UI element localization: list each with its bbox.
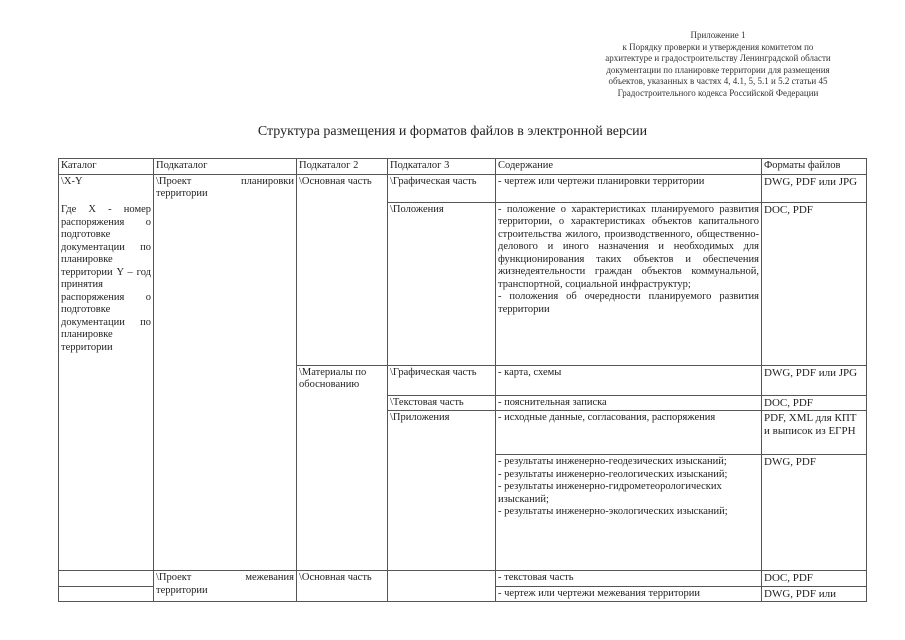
header-subcatalog-3: Подкаталог 3	[388, 159, 496, 175]
structure-table	[58, 158, 867, 602]
header-content: Содержание	[496, 159, 762, 175]
graphic-content-cell: - чертеж или чертежи планировки территории	[496, 174, 762, 202]
appendices-cell: \Приложения	[388, 411, 496, 571]
survey-main-part-cell: \Основная часть	[297, 571, 388, 602]
catalog-cell-continued	[59, 571, 154, 587]
annex-line: Градостроительного кодекса Российской Федерации	[617, 87, 819, 98]
project-planning-cell: \Проект планировки территории	[154, 174, 297, 571]
survey-drawing-content-cell: - чертеж или чертежи межевания территории	[496, 586, 762, 602]
provisions-item: - положение о характеристиках планируемого развития территории, о характеристиках объектов капитального строительства жилого, производственного, общественно-делового и иного назначения и необходимых для функционирования таких объектов и обеспечения жизнедеятельности граждан объектов коммунальной, транспортной, социальной инфраструктур;	[498, 203, 759, 290]
survey-item: - результаты инженерно-экологических изысканий;	[498, 506, 728, 517]
graphic-part-cell: \Графическая часть	[388, 174, 496, 202]
catalog-name: \X-Y	[61, 175, 83, 187]
mat-graphic-formats-cell: DWG, PDF или JPG	[762, 365, 867, 395]
provisions-item: - положения об очередности планируемого развития территории	[498, 291, 759, 315]
catalog-description: Где X - номер распоряжения о подготовке документации по планировке территории Y – год принятия распоряжения о подготовке документации по планировке территории	[61, 204, 151, 353]
annex-line: объектов, указанных в частях 4, 4.1, 5, 5.1 и 5.2 статьи 45	[608, 76, 828, 86]
table-row	[59, 571, 867, 587]
main-part-cell: \Основная часть	[297, 174, 388, 365]
text-formats-cell: DOC, PDF	[762, 395, 867, 411]
project-survey-cell: \Проект межевания территории	[154, 571, 297, 602]
graphic-formats-cell: DWG, PDF или JPG	[762, 174, 867, 202]
header-catalog: Каталог	[59, 159, 154, 175]
catalog-cell	[59, 174, 154, 571]
provisions-cell: \Положения	[388, 202, 496, 365]
surveys-formats-cell: DWG, PDF	[762, 455, 867, 571]
document-title: Структура размещения и форматов файлов в электронной версии	[257, 124, 648, 139]
survey-item: - результаты инженерно-гидрометеорологических изысканий;	[498, 481, 722, 505]
materials-cell: \Материалы по обоснованию	[297, 365, 388, 571]
text-part-cell: \Текстовая часть	[388, 395, 496, 411]
mat-graphic-content-cell: - карта, схемы	[496, 365, 762, 395]
provisions-formats-cell: DOC, PDF	[762, 202, 867, 365]
survey-subcatalog-3-cell	[388, 571, 496, 602]
provisions-content-cell	[496, 202, 762, 365]
table-header-row	[59, 159, 867, 175]
survey-item: - результаты инженерно-геодезических изысканий;	[498, 456, 727, 467]
annex-note	[568, 30, 868, 99]
catalog-cell-continued	[59, 586, 154, 602]
survey-text-formats-cell: DOC, PDF	[762, 571, 867, 587]
annex-line: Приложение 1	[690, 30, 746, 40]
header-formats: Форматы файлов	[762, 159, 867, 175]
annex-line: к Порядку проверки и утверждения комитетом по	[622, 41, 814, 52]
text-content-cell: - пояснительная записка	[496, 395, 762, 411]
annex-line: архитектуре и градостроительству Ленинградской области	[605, 53, 831, 63]
survey-text-content-cell: - текстовая часть	[496, 571, 762, 587]
appendices-content-cell: - исходные данные, согласования, распоряжения	[496, 411, 762, 455]
surveys-content-cell	[496, 455, 762, 571]
appendices-formats-cell: PDF, XML для КПТ и выписок из ЕГРН	[762, 411, 867, 455]
annex-line: документации по планировке территории для размещения	[606, 64, 830, 75]
header-subcatalog: Подкаталог	[154, 159, 297, 175]
header-subcatalog-2: Подкаталог 2	[297, 159, 388, 175]
mat-graphic-cell: \Графическая часть	[388, 365, 496, 395]
survey-drawing-formats-cell: DWG, PDF или	[762, 586, 867, 602]
survey-item: - результаты инженерно-геологических изысканий;	[498, 468, 728, 480]
table-row	[59, 174, 867, 202]
